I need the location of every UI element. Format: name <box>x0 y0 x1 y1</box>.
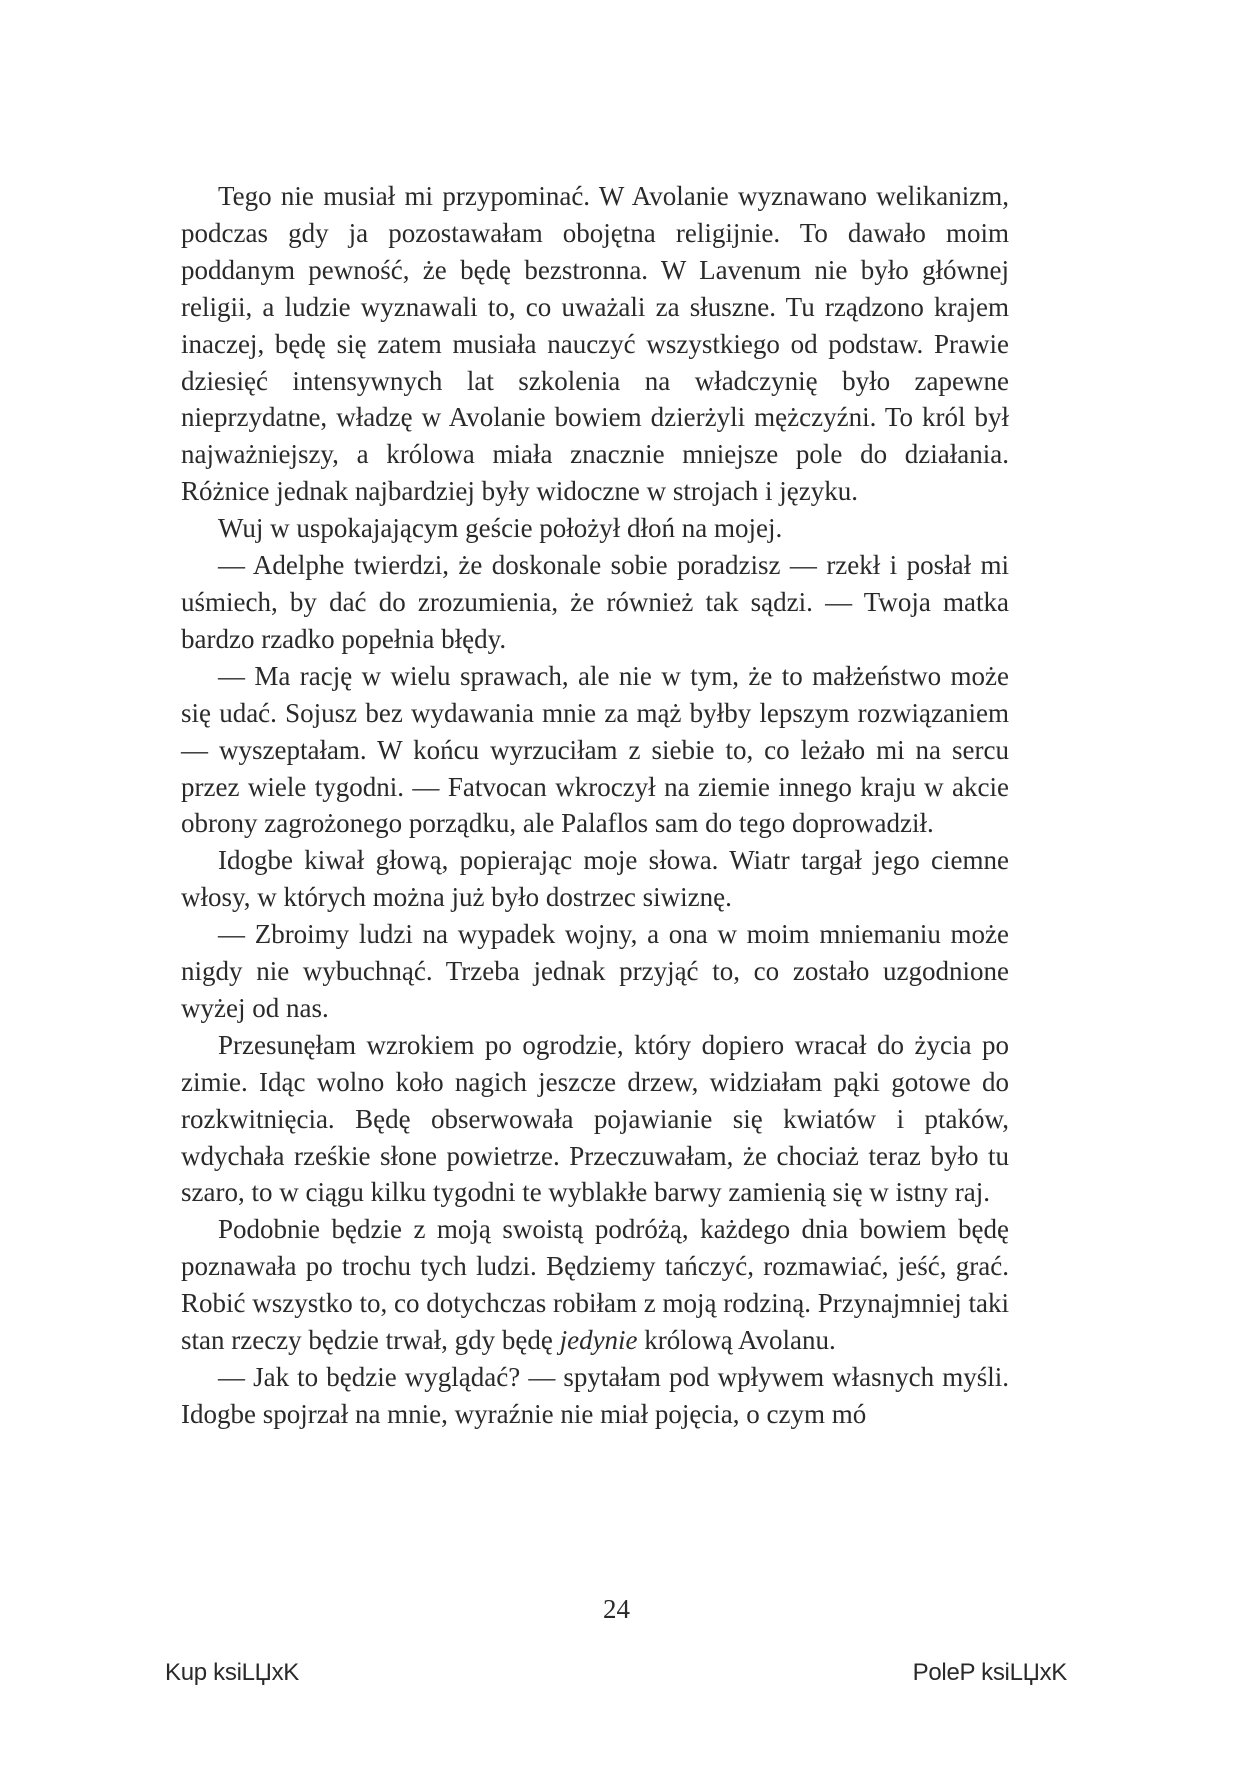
paragraph: Tego nie musiał mi przypominać. W Avolanie wyznawano welikanizm, podczas gdy ja pozostawałam obojętna religijnie. To dawało moim poddanym pewność, że będę bezstronna. W Lavenum nie było głównej religii, a ludzie wyznawali to, co uważali za słuszne. Tu rządzono krajem inaczej, będę się zatem musiała nauczyć wszystkiego od podstaw. Prawie dziesięć intensywnych lat szkolenia na władczynię było zapewne nieprzydatne, władzę w Avolanie bowiem dzierżyli mężczyźni. To król był najważniejszy, a królowa miała znacznie mniejsze pole do działania. Różnice jednak najbardziej były widoczne w strojach i języku. <box>181 181 1009 507</box>
paragraph: Idogbe kiwał głową, popierając moje słowa. Wiatr targał jego ciemne włosy, w których można już było dostrzec siwiznę. <box>181 845 1009 913</box>
paragraph: Wuj w uspokajającym geście położył dłoń na mojej. <box>218 513 783 544</box>
page-number: 24 <box>603 1594 630 1624</box>
emphasized-word: jedynie <box>559 1325 638 1356</box>
buy-book-link[interactable]: Kup ksiLЏxK <box>165 1659 300 1686</box>
paragraph: — Ma rację w wielu sprawach, ale nie w tym, że to małżeństwo może się udać. Sojusz bez wydawania mnie za mąż byłby lepszym rozwiązaniem — wyszeptałam. W końcu wyrzuciłam z siebie to, co leżało mi na sercu przez wiele tygodni. — Fatvocan wkroczył na ziemie innego kraju w akcie obrony zagrożonego porządku, ale Palaflos sam do tego doprowadził. <box>181 660 1009 839</box>
rate-book-link[interactable]: PoleP ksiLЏxK <box>912 1659 1067 1686</box>
paragraph-text-before: Podobnie będzie z moją swoistą podróżą, każdego dnia bowiem będę poznawała po trochu tych ludzi. Będziemy tańczyć, rozmawiać, jeść, grać. Robić wszystko to, co dotychczas robiłam z moją rodziną. Przynajmniej taki stan rzeczy będzie trwał, gdy będę <box>181 1214 1009 1356</box>
paragraph: — Zbroimy ludzi na wypadek wojny, a ona w moim mniemaniu może nigdy nie wybuchnąć. Trzeba jednak przyjąć to, co zostało uzgodnione wyżej od nas. <box>181 919 1009 1023</box>
paragraph: — Adelphe twierdzi, że doskonale sobie poradzisz — rzekł i posłał mi uśmiech, by dać do zrozumienia, że również tak sądzi. — Twoja matka bardzo rzadko popełnia błędy. <box>181 550 1009 654</box>
paragraph-with-emphasis <box>181 1211 1009 1359</box>
paragraph: — Jak to będzie wyglądać? — spytałam pod wpływem własnych myśli. Idogbe spojrzał na mnie, wyraźnie nie miał pojęcia, o czym mó <box>181 1362 1009 1429</box>
body-text <box>181 178 1009 1433</box>
paragraph: Przesunęłam wzrokiem po ogrodzie, który dopiero wracał do życia po zimie. Idąc wolno koło nagich jeszcze drzew, widziałam pąki gotowe do rozkwitnięcia. Będę obserwowała pojawianie się kwiatów i ptaków, wdychała rześkie słone powietrze. Przeczuwałam, że chociaż teraz było tu szaro, to w ciągu kilku tygodni te wyblakłe barwy zamienią się w istny raj. <box>181 1029 1009 1208</box>
paragraph-text-after: królową Avolanu. <box>637 1325 836 1356</box>
